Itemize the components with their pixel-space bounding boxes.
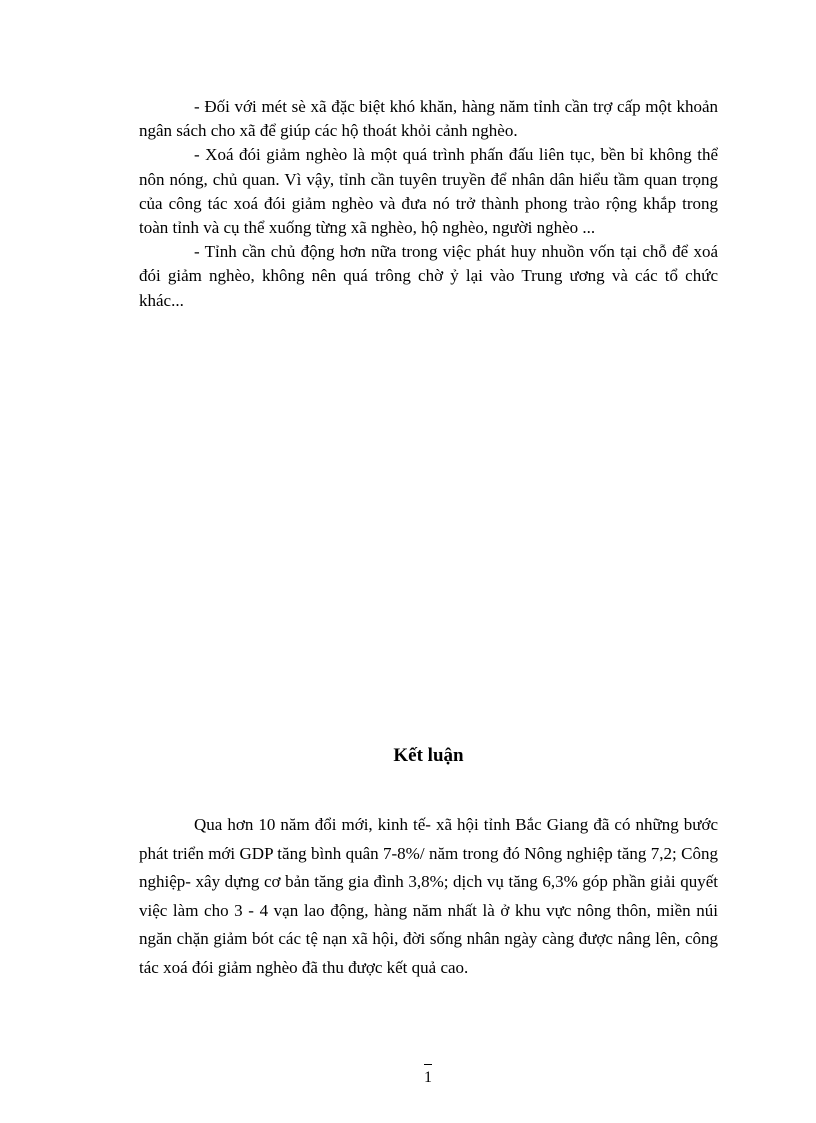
page-number-text: 1 xyxy=(424,1069,432,1086)
recommendation-paragraph-1: - Đối với mét sè xã đặc biệt khó khăn, hàng năm tỉnh cần trợ cấp một khoản ngân sách cho xã để giúp các hộ thoát khỏi cảnh nghèo. xyxy=(139,97,718,141)
conclusion-heading: Kết luận xyxy=(393,745,464,766)
recommendation-paragraph-2: - Xoá đói giảm nghèo là một quá trình phấn đấu liên tục, bền bỉ không thể nôn nóng, chủ quan. Vì vậy, tỉnh cần tuyên truyền để nhân dân hiểu tầm quan trọng của công tác xoá đói giảm nghèo và đưa nó trở thành phong trào rộng khắp trong toàn tỉnh và cụ thể xuống từng xã nghèo, hộ nghèo, người nghèo ... xyxy=(139,145,718,238)
conclusion-paragraph: Qua hơn 10 năm đổi mới, kinh tế- xã hội tỉnh Bắc Giang đã có những bước phát triển mới GDP tăng bình quân 7-8%/ năm trong đó Nông nghiệp tăng 7,2; Công nghiệp- xây dựng cơ bản tăng gia đình 3,8%; dịch vụ tăng 6,3% góp phần giải quyết việc làm cho 3 - 4 vạn lao động, hàng năm nhất là ở khu vực nông thôn, miền núi ngăn chặn giảm bót các tệ nạn xã hội, đời sống nhân ngày càng được nâng lên, công tác xoá đói giảm nghèo đã thu được kết quả cao. xyxy=(139,815,718,977)
page-number-rule xyxy=(424,1064,432,1065)
recommendations-section xyxy=(139,95,718,313)
recommendation-paragraph-3: - Tỉnh cần chủ động hơn nữa trong việc phát huy nhuồn vốn tại chỗ để xoá đói giảm nghèo, không nên quá trông chờ ỷ lại vào Trung ương và các tổ chức khác... xyxy=(139,242,718,310)
conclusion-section xyxy=(139,811,718,982)
page-number xyxy=(0,1064,816,1087)
